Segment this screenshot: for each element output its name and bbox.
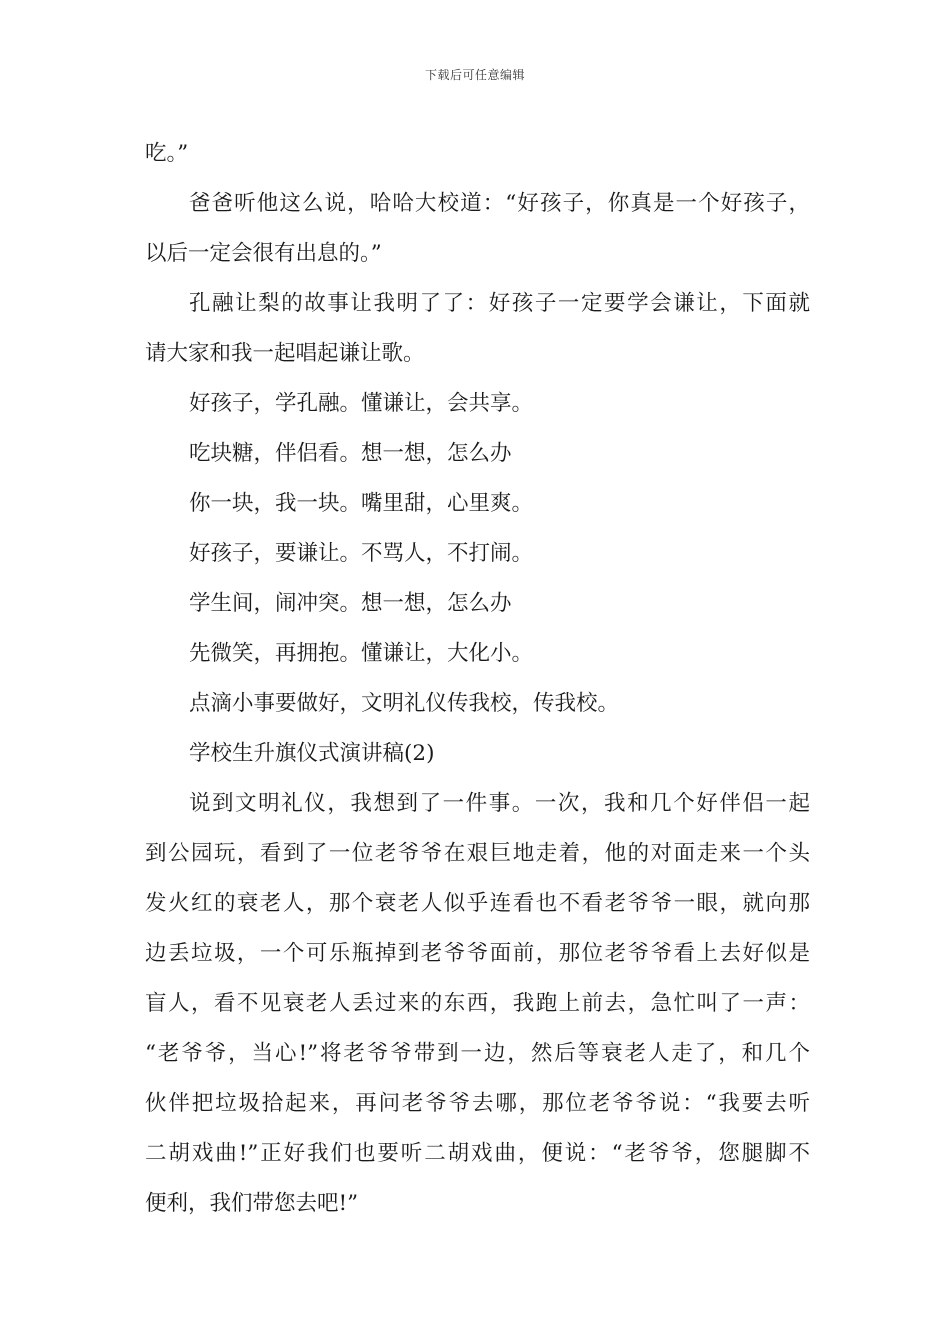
song-line-4 [145,529,810,579]
text-line: 伙伴把垃圾拾起来，再问老爷爷去哪，那位老爷爷说：“我要去听 [145,1091,810,1116]
paragraph-1 [145,129,810,179]
text-line: 点滴小事要做好，文明礼仪传我校，传我校。 [189,691,620,716]
text-line: 吃块糖，伴侣看。想一想，怎么办 [189,441,512,466]
page-header: 下载后可任意编辑 [424,68,525,82]
text-line: 盲人，看不见衰老人丢过来的东西，我跑上前去，急忙叫了一声： [145,991,810,1016]
text-line: 吃。” [145,141,189,166]
text-line: 学生间，闹冲突。想一想，怎么办 [189,591,512,616]
text-line: 请大家和我一起唱起谦让歌。 [145,341,425,366]
text-line: 以后一定会很有出息的。” [145,241,382,266]
text-line: 好孩子，要谦让。不骂人，不打闹。 [189,541,534,566]
text-line: 好孩子，学孔融。懂谦让，会共享。 [189,391,534,416]
text-line: 学校生升旗仪式演讲稿(2) [189,741,435,766]
text-line: 孔融让梨的故事让我明了了：好孩子一定要学会谦让，下面就 [189,291,810,316]
text-line: 到公园玩，看到了一位老爷爷在艰巨地走着，他的对面走来一个头 [145,841,810,866]
paragraph-2 [145,179,810,279]
song-line-5 [145,579,810,629]
text-line: 先微笑，再拥抱。懂谦让，大化小。 [189,641,534,666]
paragraph-3 [145,279,810,379]
text-line: 你一块，我一块。嘴里甜，心里爽。 [189,491,534,516]
section-title [145,729,810,779]
song-line-2 [145,429,810,479]
text-line: 二胡戏曲!”正好我们也要听二胡戏曲，便说：“老爷爷，您腿脚不 [145,1141,810,1166]
document-body [145,129,810,1229]
text-line: 爸爸听他这么说，哈哈大校道：“好孩子，你真是一个好孩子， [189,191,810,216]
song-line-1 [145,379,810,429]
paragraph-story [145,779,810,1229]
song-line-6 [145,629,810,679]
song-line-3 [145,479,810,529]
text-line: 便利，我们带您去吧!” [145,1191,359,1216]
text-line: “老爷爷，当心!”将老爷爷带到一边，然后等衰老人走了，和几个 [145,1041,810,1066]
text-line: 边丢垃圾，一个可乐瓶掉到老爷爷面前，那位老爷爷看上去好似是 [145,941,810,966]
text-line: 说到文明礼仪，我想到了一件事。一次，我和几个好伴侣一起 [189,791,810,816]
song-line-7 [145,679,810,729]
text-line: 发火红的衰老人，那个衰老人似乎连看也不看老爷爷一眼，就向那 [145,891,810,916]
